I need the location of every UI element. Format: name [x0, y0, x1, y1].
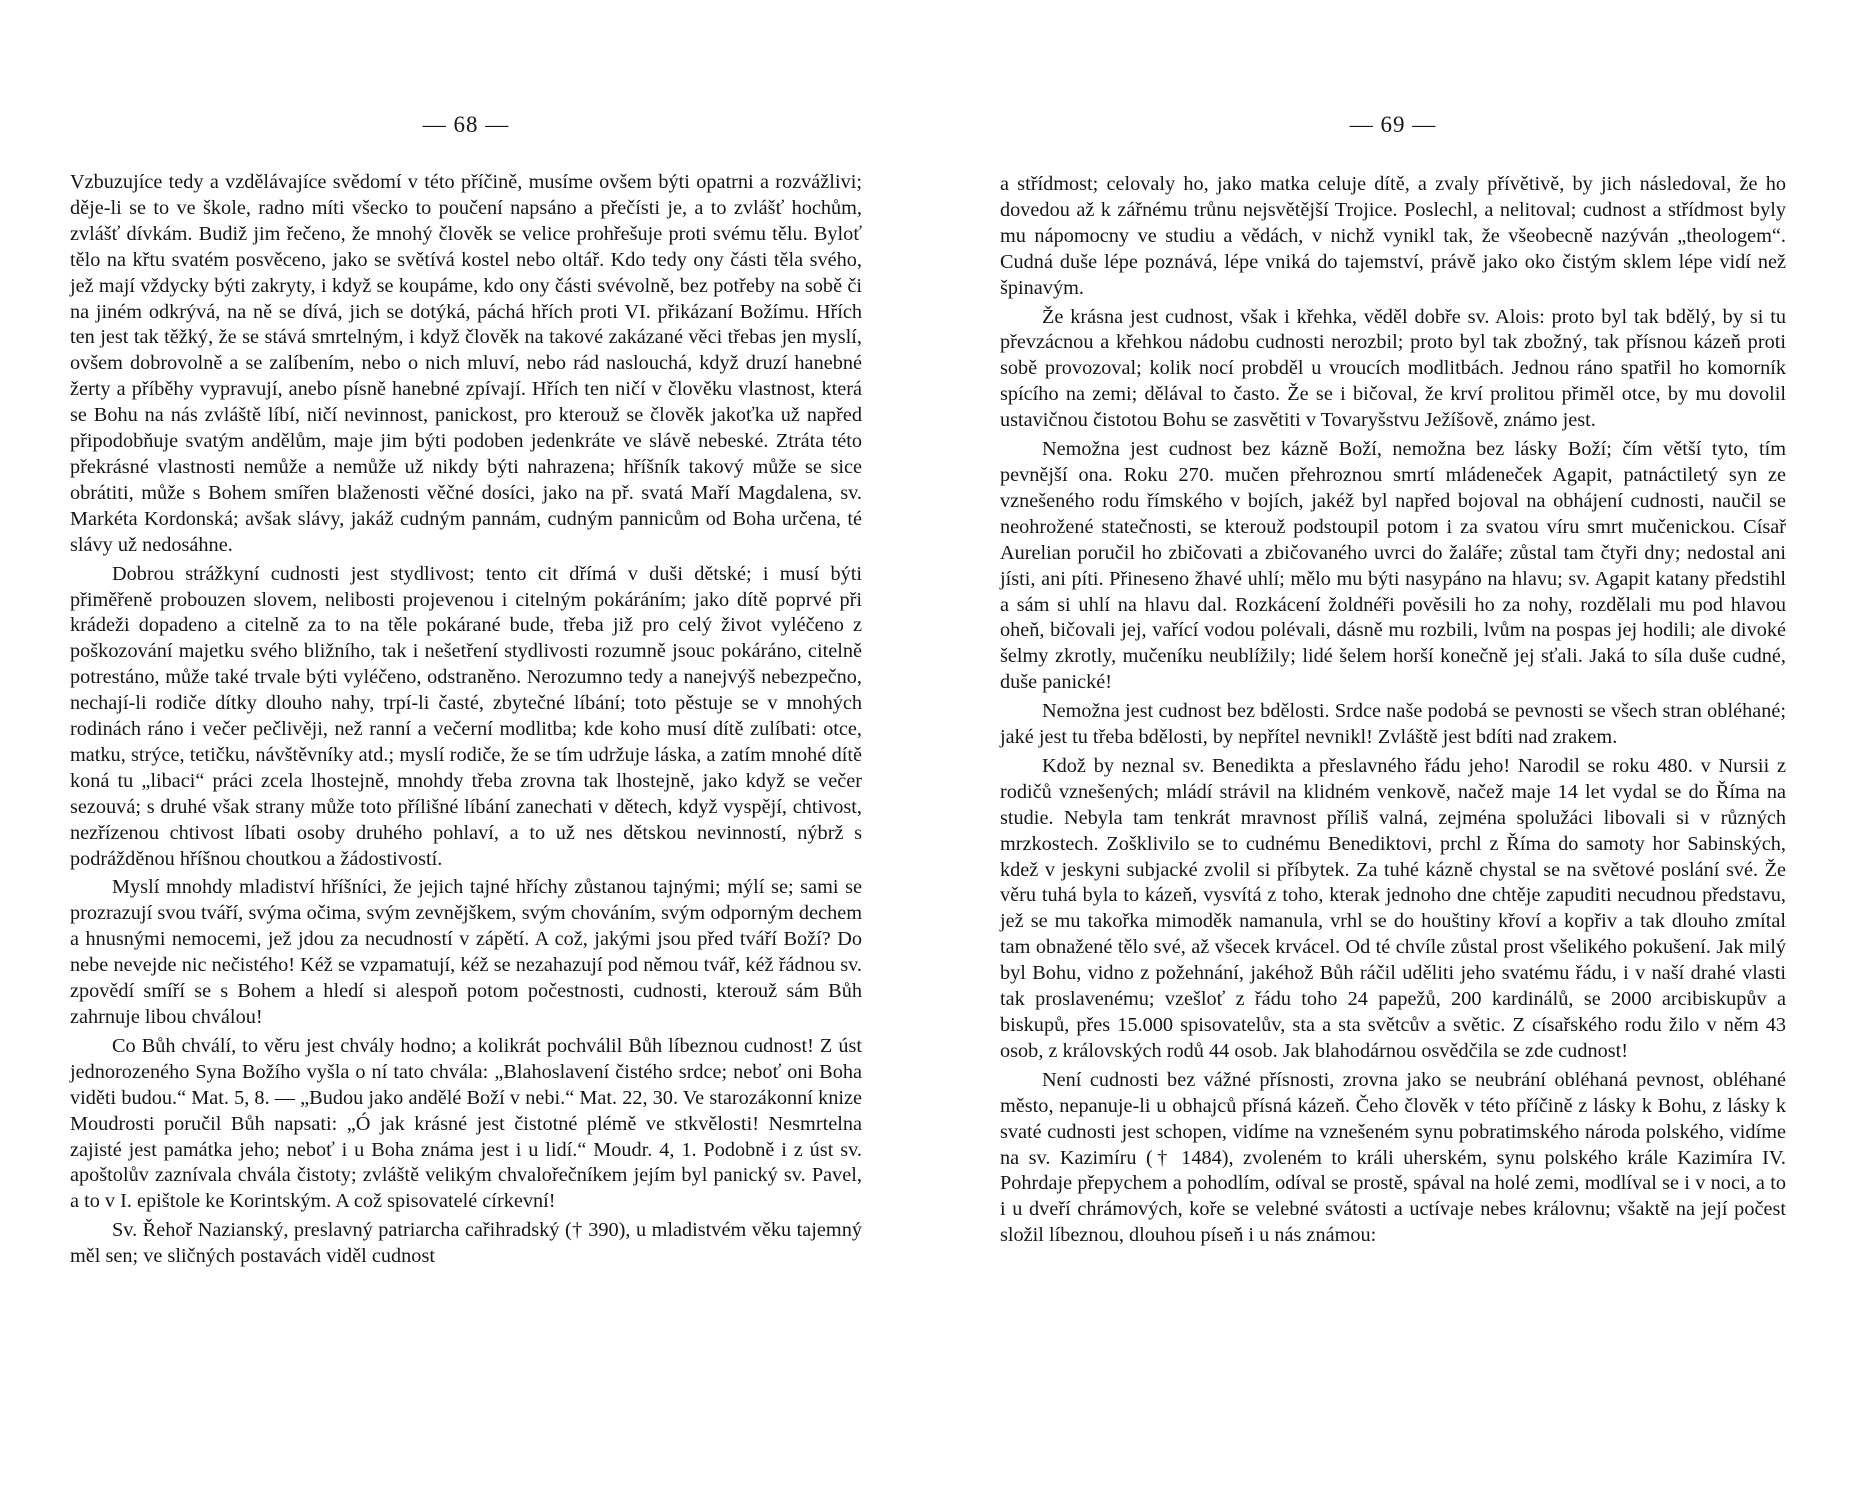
paragraph: Nemožna jest cudnost bez bdělosti. Srdce naše podobá se pevnosti se všech stran obléhané; jaké jest tu třeba bdělosti, by nepřítel nevnikl! Zvláště jest bdíti nad zrakem.	[1000, 700, 1786, 749]
page-number: — 68 —	[422, 112, 510, 137]
page-number: — 69 —	[1349, 112, 1437, 137]
paragraph: Kdož by neznal sv. Benedikta a přeslavného řádu jeho! Narodil se roku 480. v Nursii z rodičů vznešených; mládí strávil na klidném venkově, načež maje 14 let vydal se do Říma na studie. Nebyla tam tenkrát mravnost příliš valná, zejména spolužáci libovali si v různých mrzkostech. Zošklivilo se to cudnému Benediktovi, prchl z Říma do samoty hor Sabinských, kdež v jeskyni subjacké zvolil si příbytek. Za tuhé kázně chystal se na světové poslání své. Že věru tuhá byla to kázeň, vysvítá z toho, kterak jednoho dne chtěje zapuditi necudnou představu, jež se mu takořka mimoděk namanula, vrhl se do houštiny křoví a kopřiv a tak dlouho zmítal tam obnažené tělo své, až všecek krvácel. Od té chvíle zůstal prost všelikého pokušení. Jak milý byl Bohu, vidno z požehnání, jakéhož Bůh ráčil uděliti jeho svatému řádu, i v naší drahé vlasti tak proslavenému; vzešloť z řádu toho 24 papežů, 200 kardinálů, se 2000 arcibiskupův a biskupů, přes 15.000 spisovatelův, sta a sta světcův a světic. Z císařského rodu žilo v něm 43 osob, z královských rodů 44 osob. Jak blahodárnou osvědčila se zde cudnost!	[1000, 754, 1786, 1062]
paragraph: Sv. Řehoř Nazianský, preslavný patriarcha cařihradský († 390), u mladistvém věku tajemný měl sen; ve sličných postavách viděl cudnost	[70, 1219, 862, 1268]
paragraph: Nemožna jest cudnost bez kázně Boží, nemožna bez lásky Boží; čím větší tyto, tím pevnější ona. Roku 270. mučen přehroznou smrtí mládeneček Agapit, patnáctiletý syn ze vznešeného rodu římského v bojích, jakéž byl napřed bojoval na obhájení cudnosti, naučil se neohrožené statečnosti, se kterouž podstoupil potom i za svatou víru smrt mučenickou. Císař Aurelian poručil ho zbičovati a zbičovaného uvrci do žaláře; zůstal tam čtyři dny; nedostal ani jísti, ani píti. Přineseno žhavé uhlí; mělo mu býti nasypáno na hlavu; sv. Agapit katany předstihl a sám si uhlí na hlavu dal. Rozkácení žoldnéři pověsili ho za nohy, rozdělali mu pod hlavou oheň, bičovali jej, vařící vodou polévali, dásně mu rozbili, lvům na pospas jej hodili; ale divoké šelmy zkrotly, mučeníku neublížily; lidé šelem horší konečně jej sťali. Jaká to síla duše cudné, duše panické!	[1000, 438, 1786, 694]
right-page	[1000, 0, 1786, 1500]
paragraph: a střídmost; celovaly ho, jako matka celuje dítě, a zvaly přívětivě, by jich následoval, že ho dovedou až k zářnému trůnu nejsvětější Trojice. Poslechl, a nelitoval; cudnost a střídmost byly mu nápomocny ve studiu a vědách, v nichž vynikl tak, že všeobecně nazýván „theologem“. Cudná duše lépe poznává, lépe vniká do tajemství, právě jako oko čistým sklem lépe vidí než špinavým.	[1000, 173, 1786, 299]
paragraph: Vzbuzujíce tedy a vzdělávajíce svědomí v této příčině, musíme ovšem býti opatrni a rozvážlivi; děje-li se to ve škole, radno míti všecko to poučení napsáno a přečísti je, a to zvlášť hochům, zvlášť dívkám. Budiž jim řečeno, že mnohý člověk se velice prohřešuje proti svému tělu. Byloť tělo na křtu svatém posvěceno, jako se světívá kostel nebo oltář. Kdo tedy ony části těla svého, jež mají vždycky býti zakryty, i když se koupáme, kdo ony části svévolně, bez potřeby na sobě či na jiném odkrývá, na ně se dívá, jich se dotýká, páchá hřích proti VI. přikázaní Božímu. Hřích ten jest tak těžký, že se stává smrtelným, i když člověk na takové zakázané věci třebas jen myslí, ovšem dobrovolně a se zalíbením, nebo o nich mluví, nebo rád naslouchá, když druzí hanebné žerty a příběhy vypravují, anebo písně hanebné zpívají. Hřích ten ničí v člověku vlastnost, která se Bohu na nás zvláště líbí, ničí nevinnost, panickost, pro kterouž se člověk jakoťka už napřed připodobňuje svatým andělům, maje jim býti podoben jedenkráte ve slávě nebeské. Ztráta této překrásné vlastnosti nemůže a nemůže už nikdy býti nahrazena; hříšník takový může se sice obrátiti, může s Bohem smířen blaženosti věčné dosíci, jako na př. svatá Maří Magdalena, sv. Markéta Kordonská; avšak slávy, jakáž cudným pannám, cudným pannicům od Boha určena, té slávy už nedosáhne.	[70, 171, 862, 556]
paragraph: Co Bůh chválí, to věru jest chvály hodno; a kolikrát pochválil Bůh líbeznou cudnost! Z úst jednorozeného Syna Božího vyšla o ní tato chvála: „Blahoslavení čistého srdce; neboť oni Boha viděti budou.“ Mat. 5, 8. — „Budou jako andělé Boží v nebi.“ Mat. 22, 30. Ve starozákonní knize Moudrosti poručil Bůh napsati: „Ó jak krásné jest čistotné plémě ve stkvělosti! Nesmrtelna zajisté jest památka jeho; neboť i u Boha známa jest i u lidí.“ Moudr. 4, 1. Podobně i z úst sv. apoštolův zaznívala chvála čistoty; zvláště velikým chvalořečníkem jejím byl panický sv. Pavel, a to v I. epištole ke Korintským. A což spisovatelé církevní!	[70, 1034, 862, 1213]
paragraph: Myslí mnohdy mladiství hříšníci, že jejich tajné hříchy zůstanou tajnými; mýlí se; sami se prozrazují svou tváří, svýma očima, svým zevnějškem, svým chováním, svým odporným dechem a hnusnými nemocemi, jež jdou za necudností v zápětí. A což, jakými jsou před tváří Boží? Do nebe nevejde nic nečistého! Kéž se vzpamatují, kéž se nezahazují pod němou tvář, kéž řádnou sv. zpovědí smíří se s Bohem a hledí si alespoň potom počestnosti, cudnosti, kterouž sám Bůh zahrnuje libou chválou!	[70, 876, 862, 1028]
page-body	[1000, 172, 1786, 1249]
paragraph: Že krásna jest cudnost, však i křehka, věděl dobře sv. Alois: proto byl tak bdělý, by si tu převzácnou a křehkou nádobu cudnosti nerozbil; proto byl tak zbožný, tak přísnou kázeň proti sobě provozoval; kolik nocí probděl u vroucích modlitbách. Jednou ráno spatřil ho komorník spícího na zemi; dělával to často. Že se i bičoval, že krví prolitou přiměl otce, by mu dovolil ustavičnou čistotou Bohu se zasvětiti v Tovaryšstvu Ježíšově, známo jest.	[1000, 305, 1786, 432]
paragraph: Není cudnosti bez vážné přísnosti, zrovna jako se neubrání obléhaná pevnost, obléhané město, nepanuje-li u obhajců přísná kázeň. Čeho člověk v této příčině z lásky k Bohu, z lásky k svaté cudnosti jest schopen, vidíme na vznešeném synu pobratimského národa polského, vidíme na sv. Kazimíru († 1484), zvoleném to králi uherském, synu polského krále Kazimíra IV. Pohrdaje přepychem a pohodlím, odíval se prostě, spával na holé zemi, modlíval se i v noci, a to i u dveří chrámových, koře se velebné svátosti a uctívaje nebes královnu; všaktě na její počest složil líbeznou, dlouhou píseň i u nás známou:	[1000, 1068, 1786, 1247]
page-body	[70, 170, 862, 1270]
left-page	[70, 0, 862, 1500]
paragraph: Dobrou strážkyní cudnosti jest stydlivost; tento cit dřímá v duši dětské; i musí býti přiměřeně probouzen slovem, nelibosti projevenou i citelným pokáráním; jako dítě poprvé při krádeži dopadeno a citelně za to na těle pokárané bude, třeba již pro celý život vyléčeno z poškozování majetku svého bližního, tak i nešetření stydlivosti rozumně jsouc pokáráno, citelně potrestáno, může také trvale býti vyléčeno, odstraněno. Nerozumno tedy a nanejvýš nebezpečno, nechají-li rodiče dítky dlouho nahy, trpí-li časté, zbytečné líbání; toto pěstuje se v mnohých rodinách ráno i večer pečlivěji, než ranní a večerní modlitba; kde koho musí dítě zulíbati: otce, matku, strýce, tetičku, návštěvníky atd.; myslí rodiče, že se tím udržuje láska, a zatím mnohé dítě koná tu „libaci“ práci zcela lhostejně, mnohdy třeba zrovna tak lhostejně, jako když se večer sezouvá; s druhé však strany může toto přílišné líbání zanechati v dětech, když vyspějí, chtivost, nezřízenou chtivost líbati osoby druhého pohlaví, a to už nes dětskou nevinností, nýbrž s podrážděnou hříšnou choutkou a žádostivostí.	[70, 562, 862, 870]
